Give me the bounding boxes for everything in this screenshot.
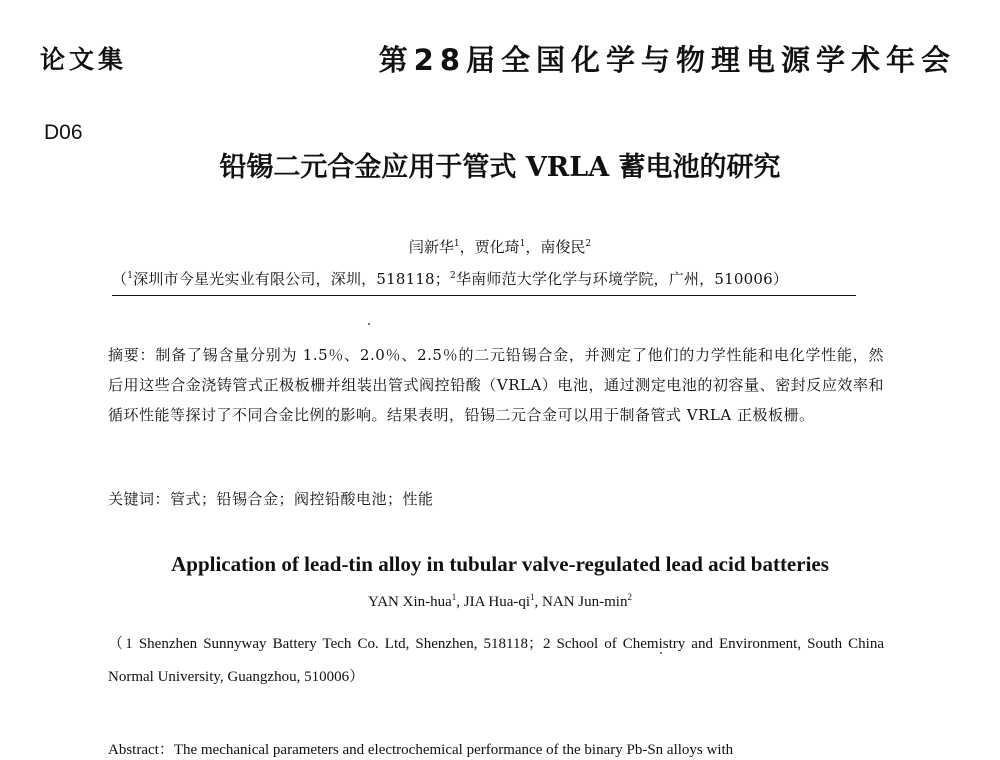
- affiliation-mark: 1: [127, 271, 134, 281]
- conference-title: 第28届全国化学与物理电源学术年会: [378, 43, 956, 77]
- affiliation-mark: 2: [450, 271, 456, 281]
- author-affiliation-mark: 1: [451, 592, 457, 602]
- affiliation-underline: [112, 295, 856, 296]
- english-abstract: Abstract：The mechanical parameters and electrochemical performance of the binary Pb-Sn alloys with: [108, 742, 734, 758]
- chinese-title: 铅锡二元合金应用于管式 VRLA 蓄电池的研究: [219, 152, 781, 183]
- affiliation-2: 华南师范大学化学与环境学院，广州，510006: [455, 270, 773, 288]
- abstract-text: 制备了锡含量分别为 1.5％、2.0％、2.5％的二元铅锡合金，并测定了他们的力学性能和电化学性能，然后用这些合金浇铸管式正极板栅并组装出管式阀控铅酸（VRLA）电池，通过测定电池的初容量、密封反应效率和循环性能等探讨了不同合金比例的影响。结果表明，铅锡二元合金可以用于制备管式 VRLA 正极板栅。: [108, 346, 884, 424]
- proceedings-label: 论文集: [40, 45, 128, 74]
- abstract-label: 摘要：: [108, 346, 156, 364]
- author-affiliation-mark: 1: [530, 592, 535, 602]
- chinese-authors: [0, 236, 1000, 257]
- affiliation-1: 深圳市今星光实业有限公司，深圳，518118；: [133, 270, 451, 288]
- paren-open: （: [112, 270, 128, 288]
- author-separator: ，: [525, 238, 541, 256]
- author-name: 南俊民: [540, 238, 586, 256]
- english-authors: [0, 594, 1000, 611]
- author-affiliation-mark: 2: [627, 592, 632, 602]
- keywords-label: 关键词：: [108, 490, 171, 508]
- chinese-abstract: [108, 340, 884, 430]
- author-name: JIA Hua-qi: [463, 594, 531, 610]
- paren-close: ）: [772, 270, 789, 288]
- author-affiliation-mark: 2: [585, 239, 592, 249]
- paper-code: D06: [44, 121, 83, 144]
- scan-speck: [660, 652, 662, 654]
- keywords-text: 管式；铅锡合金；阀控铅酸电池；性能: [170, 490, 434, 508]
- author-separator: ,: [534, 594, 543, 610]
- chinese-affiliation: [112, 268, 892, 289]
- author-name: YAN Xin-hua: [368, 594, 452, 610]
- author-affiliation-mark: 1: [453, 239, 460, 249]
- english-affiliation: （1 Shenzhen Sunnyway Battery Tech Co. Ltd, Shenzhen, 518118；2 School of Chemistry and Environment, South China Normal University, Guangzhou, 510006）: [108, 636, 884, 685]
- author-affiliation-mark: 1: [519, 239, 526, 249]
- author-name: NAN Jun-min: [542, 594, 628, 610]
- scan-speck: [368, 323, 370, 325]
- author-separator: ，: [459, 238, 475, 256]
- author-separator: ,: [456, 594, 464, 610]
- english-title: Application of lead-tin alloy in tubular valve-regulated lead acid batteries: [171, 552, 829, 576]
- chinese-keywords: [108, 488, 434, 509]
- author-name: 闫新华: [408, 238, 454, 256]
- author-name: 贾化琦: [474, 238, 520, 256]
